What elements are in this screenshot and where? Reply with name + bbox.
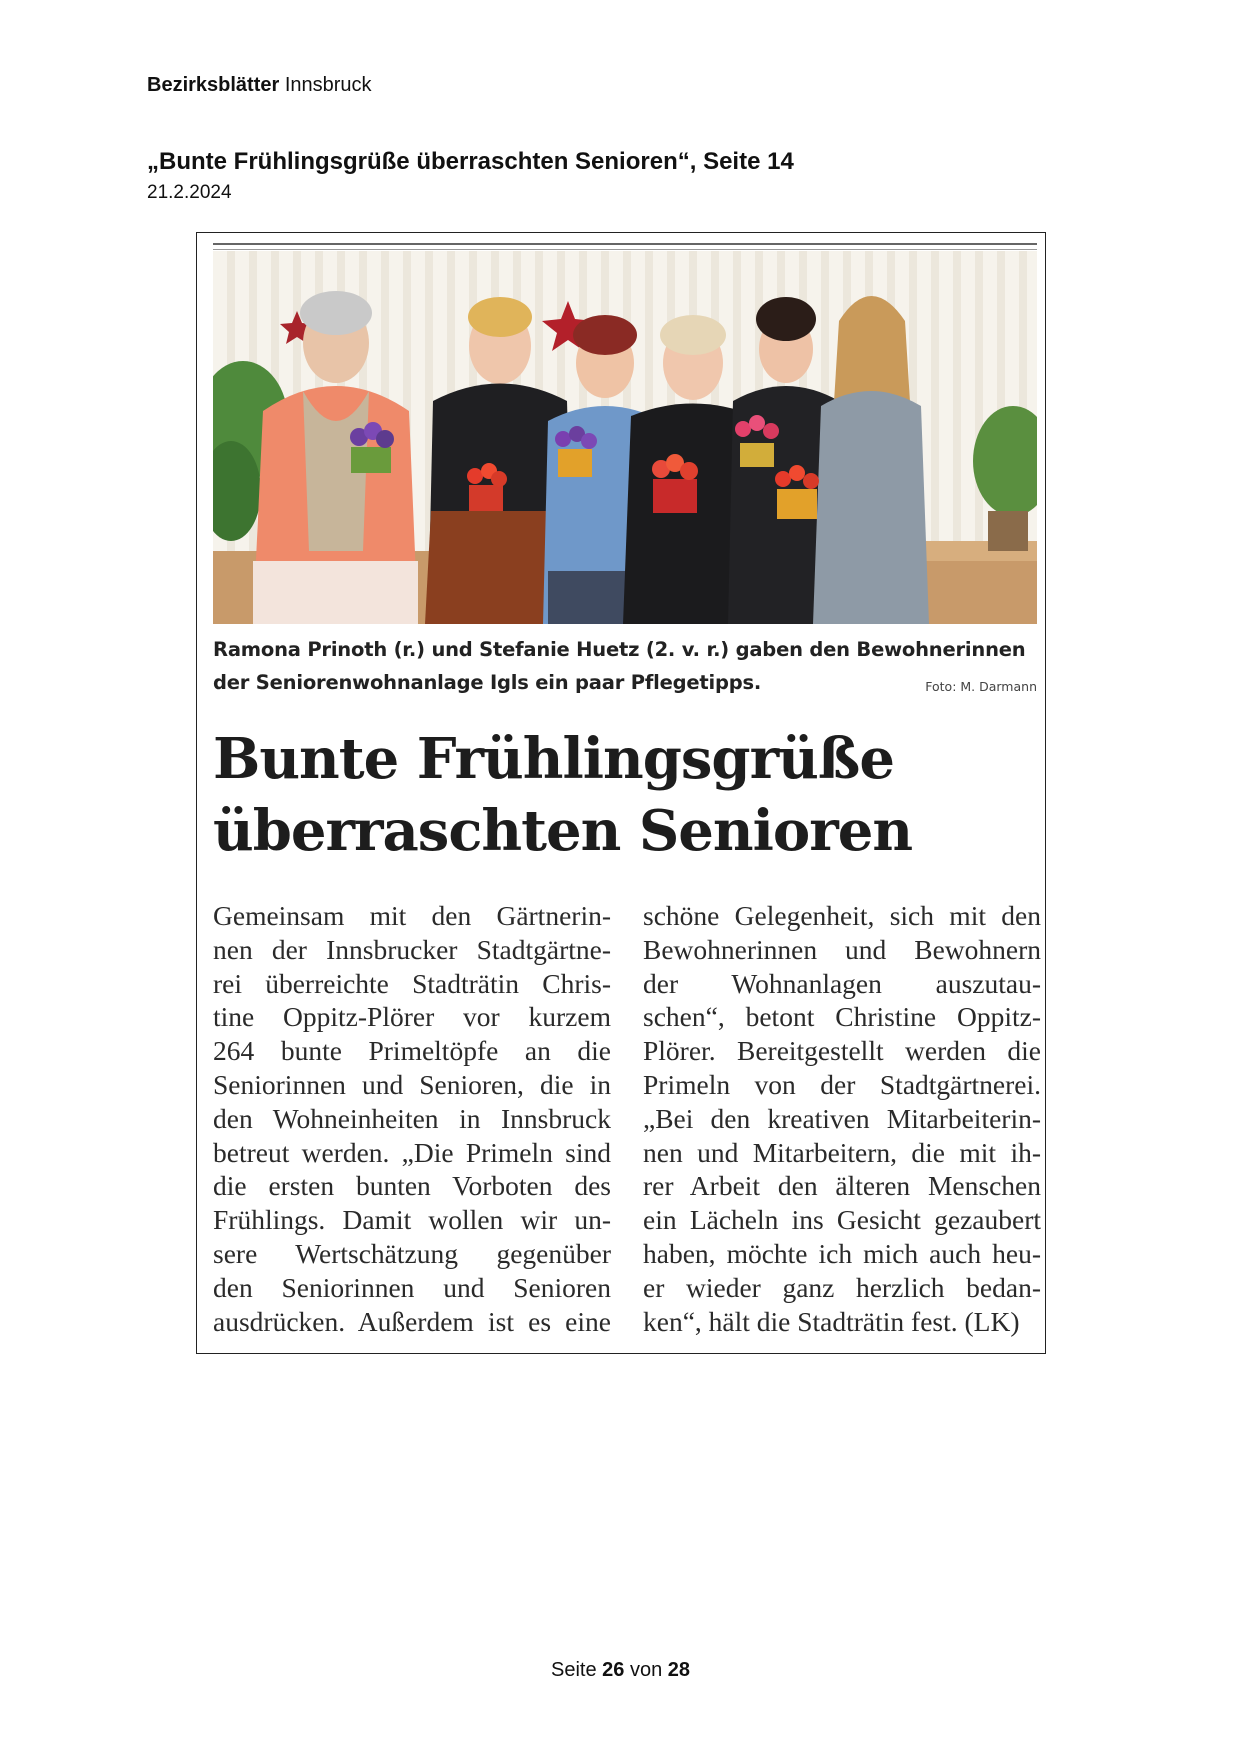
body-line: Bewohnerinnen und Bewohnern: [643, 933, 1041, 965]
body-line: betreut werden. „Die Primeln sind: [213, 1136, 611, 1168]
body-line: nen der Innsbrucker Stadtgärtne-: [213, 933, 611, 965]
body-line: ein Lächeln ins Gesicht gezaubert: [643, 1204, 1041, 1236]
body-line: 264 bunte Primeltöpfe an die: [213, 1035, 611, 1067]
photo-illustration: [213, 251, 1037, 624]
body-line: schen“, betont Christine Oppitz-: [643, 1001, 1041, 1033]
body-line: Plörer. Bereitgestellt werden die: [643, 1035, 1041, 1067]
current-page-number: 26: [602, 1659, 625, 1681]
page-footer: [0, 1659, 1241, 1682]
top-rule: [213, 243, 1037, 245]
caption-line: Ramona Prinoth (r.) und Stefanie Huetz (2. v. r.) gaben den Bewohnerinnen: [213, 638, 1026, 661]
body-line: den Wohneinheiten in Innsbruck: [213, 1102, 611, 1134]
article-headline: [213, 723, 1037, 867]
body-line: nen und Mitarbeitern, die mit ih-: [643, 1136, 1041, 1168]
document-title: „Bunte Frühlingsgrüße überraschten Senioren“, Seite 14: [147, 148, 794, 175]
body-column-right: [643, 899, 1041, 1338]
body-line: sere Wertschätzung gegenüber: [213, 1237, 611, 1269]
footer-prefix: Seite: [550, 1659, 603, 1681]
body-line: „Bei den kreativen Mitarbeiterin-: [643, 1102, 1041, 1134]
body-line: Frühlings. Damit wollen wir un-: [213, 1204, 611, 1236]
total-page-count: 28: [667, 1659, 690, 1681]
footer-middle: von: [624, 1659, 668, 1681]
headline-line: Bunte Frühlingsgrüße: [213, 726, 894, 792]
body-line: rei überreichte Stadträtin Chris-: [213, 967, 611, 999]
body-line: Primeln von der Stadtgärtnerei.: [643, 1068, 1041, 1100]
body-line: ken“, hält die Stadträtin fest. (LK): [643, 1305, 1020, 1337]
top-rule-thin: [213, 249, 1037, 250]
body-line: der Wohnanlagen auszutau-: [643, 967, 1041, 999]
headline-line: überraschten Senioren: [213, 798, 913, 864]
body-line: rer Arbeit den älteren Menschen: [643, 1170, 1041, 1202]
body-line: haben, möchte ich mich auch heu-: [643, 1237, 1041, 1269]
body-line: Seniorinnen und Senioren, die in: [213, 1068, 611, 1100]
caption-line: der Seniorenwohnanlage Igls ein paar Pflegetipps.: [213, 671, 762, 694]
body-line: ausdrücken. Außerdem ist es eine: [213, 1305, 611, 1337]
photo-credit: Foto: M. Darmann: [925, 679, 1037, 694]
body-line: tine Oppitz-Plörer vor kurzem: [213, 1001, 611, 1033]
body-line: er wieder ganz herzlich bedan-: [643, 1271, 1041, 1303]
body-column-left: [213, 899, 611, 1338]
body-line: die ersten bunten Vorboten des: [213, 1170, 611, 1202]
photo-caption: [213, 633, 1037, 699]
publication-name: Bezirksblätter: [147, 74, 280, 96]
body-line: Gemeinsam mit den Gärtnerin-: [213, 900, 611, 931]
body-line: schöne Gelegenheit, sich mit den: [643, 900, 1041, 931]
document-date: 21.2.2024: [147, 182, 232, 203]
newspaper-clipping: [196, 232, 1046, 1354]
publication-region: Innsbruck: [279, 74, 372, 96]
body-line: den Seniorinnen und Senioren: [213, 1271, 611, 1303]
publication-header: [147, 74, 372, 97]
article-photo: [213, 251, 1037, 624]
